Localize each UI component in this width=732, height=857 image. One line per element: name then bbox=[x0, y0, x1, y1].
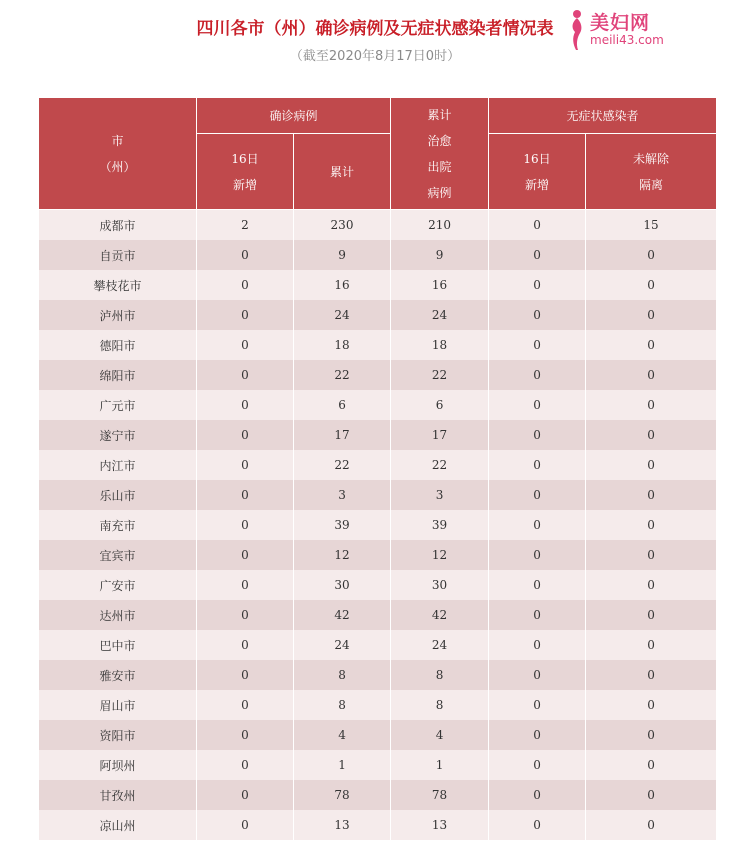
cell-asym-new: 0 bbox=[489, 390, 586, 420]
cell-asym-new: 0 bbox=[489, 330, 586, 360]
cell-asym-isolated: 0 bbox=[586, 660, 717, 690]
cell-asym-isolated: 0 bbox=[586, 300, 717, 330]
table-row bbox=[39, 480, 717, 510]
cell-asym-new: 0 bbox=[489, 360, 586, 390]
cell-recovered: 210 bbox=[391, 210, 489, 241]
cell-total: 17 bbox=[294, 420, 391, 450]
cell-recovered: 18 bbox=[391, 330, 489, 360]
table-row bbox=[39, 570, 717, 600]
table-row bbox=[39, 390, 717, 420]
cell-asym-isolated: 0 bbox=[586, 360, 717, 390]
cell-asym-isolated: 0 bbox=[586, 510, 717, 540]
cell-total: 6 bbox=[294, 390, 391, 420]
cell-recovered: 9 bbox=[391, 240, 489, 270]
cell-city: 达州市 bbox=[39, 600, 197, 630]
cell-new: 0 bbox=[197, 720, 294, 750]
cell-recovered: 6 bbox=[391, 390, 489, 420]
header-recovered: 累计 治愈 出院 病例 bbox=[391, 98, 489, 210]
cell-asym-new: 0 bbox=[489, 210, 586, 241]
table-row bbox=[39, 420, 717, 450]
cell-city: 凉山州 bbox=[39, 810, 197, 840]
cell-recovered: 78 bbox=[391, 780, 489, 810]
cell-recovered: 24 bbox=[391, 300, 489, 330]
cell-recovered: 8 bbox=[391, 690, 489, 720]
cell-new: 0 bbox=[197, 810, 294, 840]
cell-city: 阿坝州 bbox=[39, 750, 197, 780]
cell-city: 眉山市 bbox=[39, 690, 197, 720]
cell-city: 南充市 bbox=[39, 510, 197, 540]
cell-total: 78 bbox=[294, 780, 391, 810]
cell-new: 0 bbox=[197, 240, 294, 270]
cell-asym-new: 0 bbox=[489, 780, 586, 810]
table-row bbox=[39, 240, 717, 270]
cell-new: 0 bbox=[197, 270, 294, 300]
cell-asym-new: 0 bbox=[489, 690, 586, 720]
cell-recovered: 1 bbox=[391, 750, 489, 780]
cell-city: 自贡市 bbox=[39, 240, 197, 270]
header-city: 市 （州） bbox=[39, 98, 197, 210]
cell-new: 0 bbox=[197, 660, 294, 690]
page-title: 四川各市（州）确诊病例及无症状感染者情况表 bbox=[196, 19, 554, 39]
cell-new: 0 bbox=[197, 690, 294, 720]
table-row bbox=[39, 360, 717, 390]
cell-asym-isolated: 0 bbox=[586, 450, 717, 480]
cell-asym-new: 0 bbox=[489, 630, 586, 660]
cell-city: 乐山市 bbox=[39, 480, 197, 510]
cell-city: 资阳市 bbox=[39, 720, 197, 750]
cell-city: 雅安市 bbox=[39, 660, 197, 690]
table-row bbox=[39, 720, 717, 750]
cell-new: 0 bbox=[197, 360, 294, 390]
logo-name: 美妇网 bbox=[590, 12, 651, 34]
header-cumulative: 累计 bbox=[294, 134, 391, 210]
cell-new: 0 bbox=[197, 780, 294, 810]
cell-asym-new: 0 bbox=[489, 420, 586, 450]
cell-recovered: 24 bbox=[391, 630, 489, 660]
cell-asym-isolated: 0 bbox=[586, 390, 717, 420]
cell-city: 成都市 bbox=[39, 210, 197, 241]
cell-city: 遂宁市 bbox=[39, 420, 197, 450]
cell-asym-isolated: 0 bbox=[586, 420, 717, 450]
cell-recovered: 30 bbox=[391, 570, 489, 600]
cell-new: 0 bbox=[197, 630, 294, 660]
cell-asym-isolated: 0 bbox=[586, 720, 717, 750]
cell-recovered: 42 bbox=[391, 600, 489, 630]
cell-new: 0 bbox=[197, 300, 294, 330]
cell-new: 0 bbox=[197, 750, 294, 780]
cell-city: 广安市 bbox=[39, 570, 197, 600]
table-row bbox=[39, 690, 717, 720]
table-row bbox=[39, 750, 717, 780]
cell-total: 8 bbox=[294, 690, 391, 720]
header-confirmed-group: 确诊病例 bbox=[197, 98, 391, 134]
cell-asym-new: 0 bbox=[489, 660, 586, 690]
cell-asym-new: 0 bbox=[489, 600, 586, 630]
cell-asym-isolated: 0 bbox=[586, 600, 717, 630]
cell-asym-isolated: 0 bbox=[586, 330, 717, 360]
cell-city: 广元市 bbox=[39, 390, 197, 420]
cell-total: 230 bbox=[294, 210, 391, 241]
cell-asym-new: 0 bbox=[489, 480, 586, 510]
cell-asym-isolated: 0 bbox=[586, 630, 717, 660]
table-row bbox=[39, 300, 717, 330]
table-row bbox=[39, 450, 717, 480]
cell-recovered: 13 bbox=[391, 810, 489, 840]
cell-city: 巴中市 bbox=[39, 630, 197, 660]
cell-total: 9 bbox=[294, 240, 391, 270]
header-new16: 16日 新增 bbox=[197, 134, 294, 210]
cell-total: 22 bbox=[294, 450, 391, 480]
cell-new: 0 bbox=[197, 330, 294, 360]
table-row bbox=[39, 210, 717, 241]
cell-total: 24 bbox=[294, 300, 391, 330]
cell-recovered: 17 bbox=[391, 420, 489, 450]
logo-site: meili43.com bbox=[590, 33, 664, 47]
cell-asym-new: 0 bbox=[489, 270, 586, 300]
cell-asym-isolated: 15 bbox=[586, 210, 717, 241]
cell-total: 16 bbox=[294, 270, 391, 300]
cell-new: 0 bbox=[197, 570, 294, 600]
cell-asym-new: 0 bbox=[489, 300, 586, 330]
table-row bbox=[39, 270, 717, 300]
cell-city: 甘孜州 bbox=[39, 780, 197, 810]
cell-asym-new: 0 bbox=[489, 240, 586, 270]
cell-total: 39 bbox=[294, 510, 391, 540]
cell-city: 绵阳市 bbox=[39, 360, 197, 390]
table-row bbox=[39, 660, 717, 690]
cell-asym-new: 0 bbox=[489, 510, 586, 540]
site-logo[interactable] bbox=[566, 6, 686, 54]
cell-city: 泸州市 bbox=[39, 300, 197, 330]
cell-asym-new: 0 bbox=[489, 810, 586, 840]
cell-asym-isolated: 0 bbox=[586, 240, 717, 270]
cell-recovered: 8 bbox=[391, 660, 489, 690]
cell-asym-new: 0 bbox=[489, 450, 586, 480]
cell-new: 2 bbox=[197, 210, 294, 241]
cell-asym-isolated: 0 bbox=[586, 690, 717, 720]
cell-recovered: 12 bbox=[391, 540, 489, 570]
cell-asym-isolated: 0 bbox=[586, 750, 717, 780]
cell-recovered: 22 bbox=[391, 450, 489, 480]
cell-asym-isolated: 0 bbox=[586, 810, 717, 840]
cell-asym-isolated: 0 bbox=[586, 570, 717, 600]
cell-recovered: 3 bbox=[391, 480, 489, 510]
cell-asym-new: 0 bbox=[489, 720, 586, 750]
cell-new: 0 bbox=[197, 540, 294, 570]
cell-new: 0 bbox=[197, 420, 294, 450]
cell-asym-new: 0 bbox=[489, 540, 586, 570]
cell-recovered: 4 bbox=[391, 720, 489, 750]
cases-table bbox=[38, 97, 717, 840]
cell-total: 22 bbox=[294, 360, 391, 390]
cell-total: 18 bbox=[294, 330, 391, 360]
cell-total: 30 bbox=[294, 570, 391, 600]
cell-asym-isolated: 0 bbox=[586, 270, 717, 300]
header-asym-new16: 16日 新增 bbox=[489, 134, 586, 210]
cell-city: 宜宾市 bbox=[39, 540, 197, 570]
cell-total: 4 bbox=[294, 720, 391, 750]
cell-city: 攀枝花市 bbox=[39, 270, 197, 300]
cell-new: 0 bbox=[197, 600, 294, 630]
cell-total: 24 bbox=[294, 630, 391, 660]
cell-total: 8 bbox=[294, 660, 391, 690]
table-row bbox=[39, 330, 717, 360]
cell-total: 42 bbox=[294, 600, 391, 630]
cell-total: 12 bbox=[294, 540, 391, 570]
table-row bbox=[39, 810, 717, 840]
woman-silhouette-icon bbox=[566, 8, 586, 50]
table-row bbox=[39, 780, 717, 810]
cell-asym-new: 0 bbox=[489, 570, 586, 600]
cell-recovered: 16 bbox=[391, 270, 489, 300]
header-asymptomatic-group: 无症状感染者 bbox=[489, 98, 717, 134]
cell-new: 0 bbox=[197, 390, 294, 420]
table-row bbox=[39, 600, 717, 630]
cell-new: 0 bbox=[197, 480, 294, 510]
table-row bbox=[39, 510, 717, 540]
cell-asym-isolated: 0 bbox=[586, 540, 717, 570]
table-body bbox=[39, 210, 717, 841]
cell-total: 3 bbox=[294, 480, 391, 510]
cell-total: 13 bbox=[294, 810, 391, 840]
cell-new: 0 bbox=[197, 510, 294, 540]
cell-asym-new: 0 bbox=[489, 750, 586, 780]
cell-asym-isolated: 0 bbox=[586, 480, 717, 510]
cell-total: 1 bbox=[294, 750, 391, 780]
cell-city: 德阳市 bbox=[39, 330, 197, 360]
header-asym-unreleased: 未解除 隔离 bbox=[586, 134, 717, 210]
table-row bbox=[39, 630, 717, 660]
page-subtitle: （截至2020年8月17日0时） bbox=[289, 49, 461, 64]
cell-asym-isolated: 0 bbox=[586, 780, 717, 810]
cell-city: 内江市 bbox=[39, 450, 197, 480]
cell-recovered: 39 bbox=[391, 510, 489, 540]
cell-new: 0 bbox=[197, 450, 294, 480]
table-row bbox=[39, 540, 717, 570]
cell-recovered: 22 bbox=[391, 360, 489, 390]
